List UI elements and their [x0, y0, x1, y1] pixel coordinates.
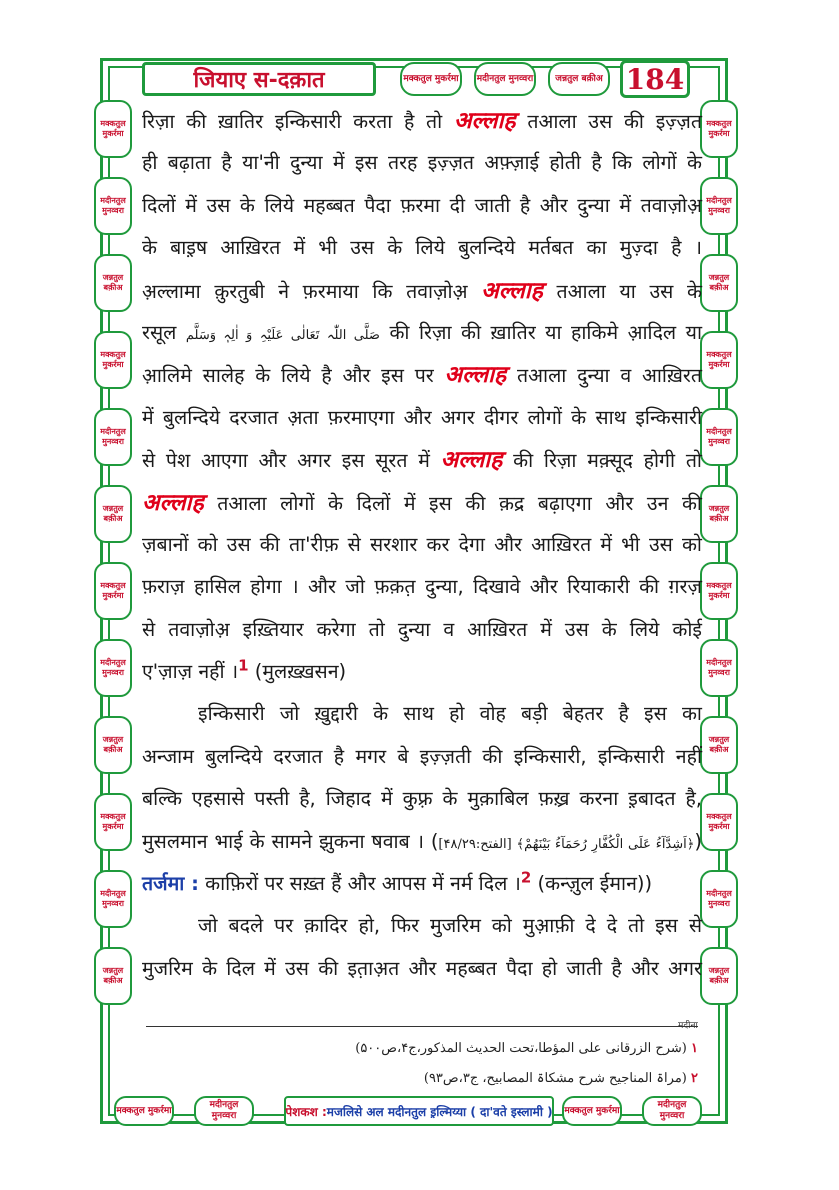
side-tag: जन्नतुल बक़ीअ	[700, 485, 738, 543]
footnote: ۲ (مراۃ المناجیح شرح مشکاۃ المصابیح، ج۳،ص۹۳)	[423, 1071, 698, 1086]
text-line: अन्जाम बुलन्दिये दरजात है मगर बे इज़्ज़ती की इन्किसारी, इन्किसारी नहीं	[142, 744, 702, 768]
text-line: आ़लिमे सालेह के लिये है और इस पर अल्लाह तआला दुन्या व आख़िरत	[142, 362, 702, 389]
text-line: के बाइ़ष आख़िरत में भी उस के लिये बुलन्दिये मर्तबत का मुज़्दा है ।	[142, 236, 702, 260]
text-line: जो बदले पर क़ादिर हो, फिर मुजरिम को मुआ़फ़ी दे दे तो इस से	[198, 914, 702, 938]
side-tag: मदीनतुल मुनव्वरा	[700, 639, 738, 697]
side-tag: जन्नतुल बक़ीअ	[94, 485, 132, 543]
footer-badge-madina: मदीनतुल मुनव्वरा	[194, 1096, 254, 1126]
footer-badge-makka: मक्कतुल मुकर्रमा	[562, 1096, 622, 1126]
header-badge-madina: मदीनतुल मुनव्वरा	[474, 62, 536, 96]
book-title: जियाए स-दक़ात	[142, 62, 376, 96]
left-side-tags	[94, 100, 140, 1024]
salawat-arabic: صَلَّى اللّٰہ تَعَالٰی عَلَیْہِ وَ اٰلِہٖ وَسَلَّم	[185, 327, 380, 343]
allah-word: अल्लाह	[453, 108, 516, 134]
text-line: रिज़ा की ख़ातिर इन्किसारी करता है तो अल्लाह तआला उस की इज़्ज़त	[142, 108, 703, 134]
header-badge-baqi: जन्नतुल बक़ीअ	[548, 62, 610, 96]
allah-word: अल्लाह	[142, 489, 204, 516]
side-tag: मक्कतुल मुकर्रमा	[94, 100, 132, 158]
footnote-ref: 1	[238, 656, 249, 675]
side-tag: मक्कतुल मुकर्रमा	[700, 331, 738, 389]
text-line: से पेश आएगा और अगर इस सूरत में अल्लाह की रिज़ा मक़्सूद होगी तो	[142, 447, 702, 474]
side-tag: जन्नतुल बक़ीअ	[700, 947, 738, 1005]
quran-verse: ﴿اَشِدَّآءُ عَلَی الْکُفَّارِ رُحَمَآءُ بَیْنَھُمْ﴾ [الفتح:۴۸/۲۹]	[438, 836, 695, 852]
right-side-tags	[700, 100, 746, 1024]
side-tag: जन्नतुल बक़ीअ	[700, 254, 738, 312]
page-number: 184	[620, 60, 690, 98]
text-line: अल्लाह तआला लोगों के दिलों में इस की क़द्र बढ़ाएगा और उन की	[142, 489, 702, 516]
text-line: ही बढ़ाता है या'नी दुन्या में इस तरह इज़्ज़त अफ़्ज़ाई होती है कि लोगों के	[142, 151, 702, 175]
allah-word: अल्लाह	[481, 277, 543, 304]
side-tag: मदीनतुल मुनव्वरा	[700, 870, 738, 928]
allah-word: अल्लाह	[444, 362, 507, 389]
side-tag: मदीनतुल मुनव्वरा	[94, 870, 132, 928]
text-line: बल्कि एहसासे पस्ती है, जिहाद में कुफ़्र के मुक़ाबिल फ़ख़्र करना इ़बादत है,	[142, 787, 702, 811]
text-line: मुसलमान भाई के सामने झुकना षवाब । (﴿اَشِدَّآءُ عَلَی الْکُفَّارِ رُحَمَآءُ بَیْنَھُمْ﴾ [الفتح:۴۸/۲۹])	[142, 829, 702, 853]
text-line: मुजरिम के दिल में उस की इत़ाअ़त और महब्बत पैदा हो जाती है और अगर	[142, 956, 702, 980]
side-tag: मदीनतुल मुनव्वरा	[94, 408, 132, 466]
text-line: रसूल صَلَّى اللّٰہ تَعَالٰی عَلَیْہِ وَ اٰلِہٖ وَسَلَّم की रिज़ा की ख़ातिर या हाकिमे आ़दिल या	[142, 320, 703, 344]
presenter-box: पेशकश : मजलिसे अल मदीनतुल इ़ल्मिय्या ( दा'वते इस्लामी )	[284, 1096, 554, 1126]
side-tag: मदीनतुल मुनव्वरा	[700, 177, 738, 235]
footnotes	[146, 1034, 698, 1094]
text-line: ए'ज़ाज़ नहीं ।$^1$ (मुलख़्ख़सन)	[142, 656, 347, 684]
tarjama-label: तर्जमा :	[142, 872, 199, 896]
side-tag: मक्कतुल मुकर्रमा	[94, 562, 132, 620]
body-text	[142, 100, 702, 990]
text-line: से तवाज़ोअ़ इख़्तियार करेगा तो दुन्या व आख़िरत में उस के लिये कोई	[142, 617, 702, 641]
side-tag: जन्नतुल बक़ीअ	[700, 716, 738, 774]
text-line: इन्किसारी जो ख़ुद्दारी के साथ हो वोह बड़ी बेहतर है इस का	[198, 702, 702, 726]
side-tag: जन्नतुल बक़ीअ	[94, 716, 132, 774]
text-line: दिलों में उस के लिये महब्बत पैदा फ़रमा दी जाती है और दुन्या में तवाज़ोअ़	[142, 193, 702, 217]
page-header	[138, 58, 738, 98]
text-line: फ़राज़ हासिल होगा । और जो फ़क़त़ दुन्या, दिखावे और रियाकारी की ग़रज़	[142, 575, 702, 599]
side-tag: मदीनतुल मुनव्वरा	[94, 177, 132, 235]
footnote: ۱ (شرح الزرقانی علی المؤطا،تحت الحدیث المذکور،ج۴،ص۵۰۰)	[355, 1041, 698, 1056]
text-line: अ़ल्लामा क़ुरतुबी ने फ़रमाया कि तवाज़ोअ़ अल्लाह तआला या उस के	[142, 277, 702, 304]
footnote-divider	[146, 1026, 698, 1027]
side-tag: मदीनतुल मुनव्वरा	[94, 639, 132, 697]
side-tag: जन्नतुल बक़ीअ	[94, 947, 132, 1005]
footer-badge-madina: मदीनतुल मुनव्वरा	[642, 1096, 702, 1126]
header-badge-makka: मक्कतुल मुकर्रमा	[400, 62, 462, 96]
side-tag: मक्कतुल मुकर्रमा	[700, 100, 738, 158]
allah-word: अल्लाह	[440, 447, 503, 474]
footer-badge-makka: मक्कतुल मुकर्रमा	[114, 1096, 174, 1126]
side-tag: मदीनतुल मुनव्वरा	[700, 408, 738, 466]
footnote-label: मदीना	[678, 1021, 698, 1031]
side-tag: मक्कतुल मुकर्रमा	[700, 793, 738, 851]
side-tag: मक्कतुल मुकर्रमा	[700, 562, 738, 620]
side-tag: मक्कतुल मुकर्रमा	[94, 793, 132, 851]
side-tag: मक्कतुल मुकर्रमा	[94, 331, 132, 389]
text-line: तर्जमा : काफ़िरों पर सख़्त हैं और आपस में नर्म दिल ।$^2$ (कन्ज़ुल ईमान))	[142, 868, 653, 896]
side-tag: जन्नतुल बक़ीअ	[94, 254, 132, 312]
text-line: में बुलन्दिये दरजात अ़ता फ़रमाएगा और अगर दीगर लोगों के साथ इन्किसारी	[142, 405, 702, 429]
text-line: ज़बानों को उस की ता'रीफ़ से सरशार कर देगा और आख़िरत में भी उस को	[142, 532, 702, 556]
page-footer	[100, 1096, 720, 1128]
footnote-ref: 2	[520, 868, 532, 887]
